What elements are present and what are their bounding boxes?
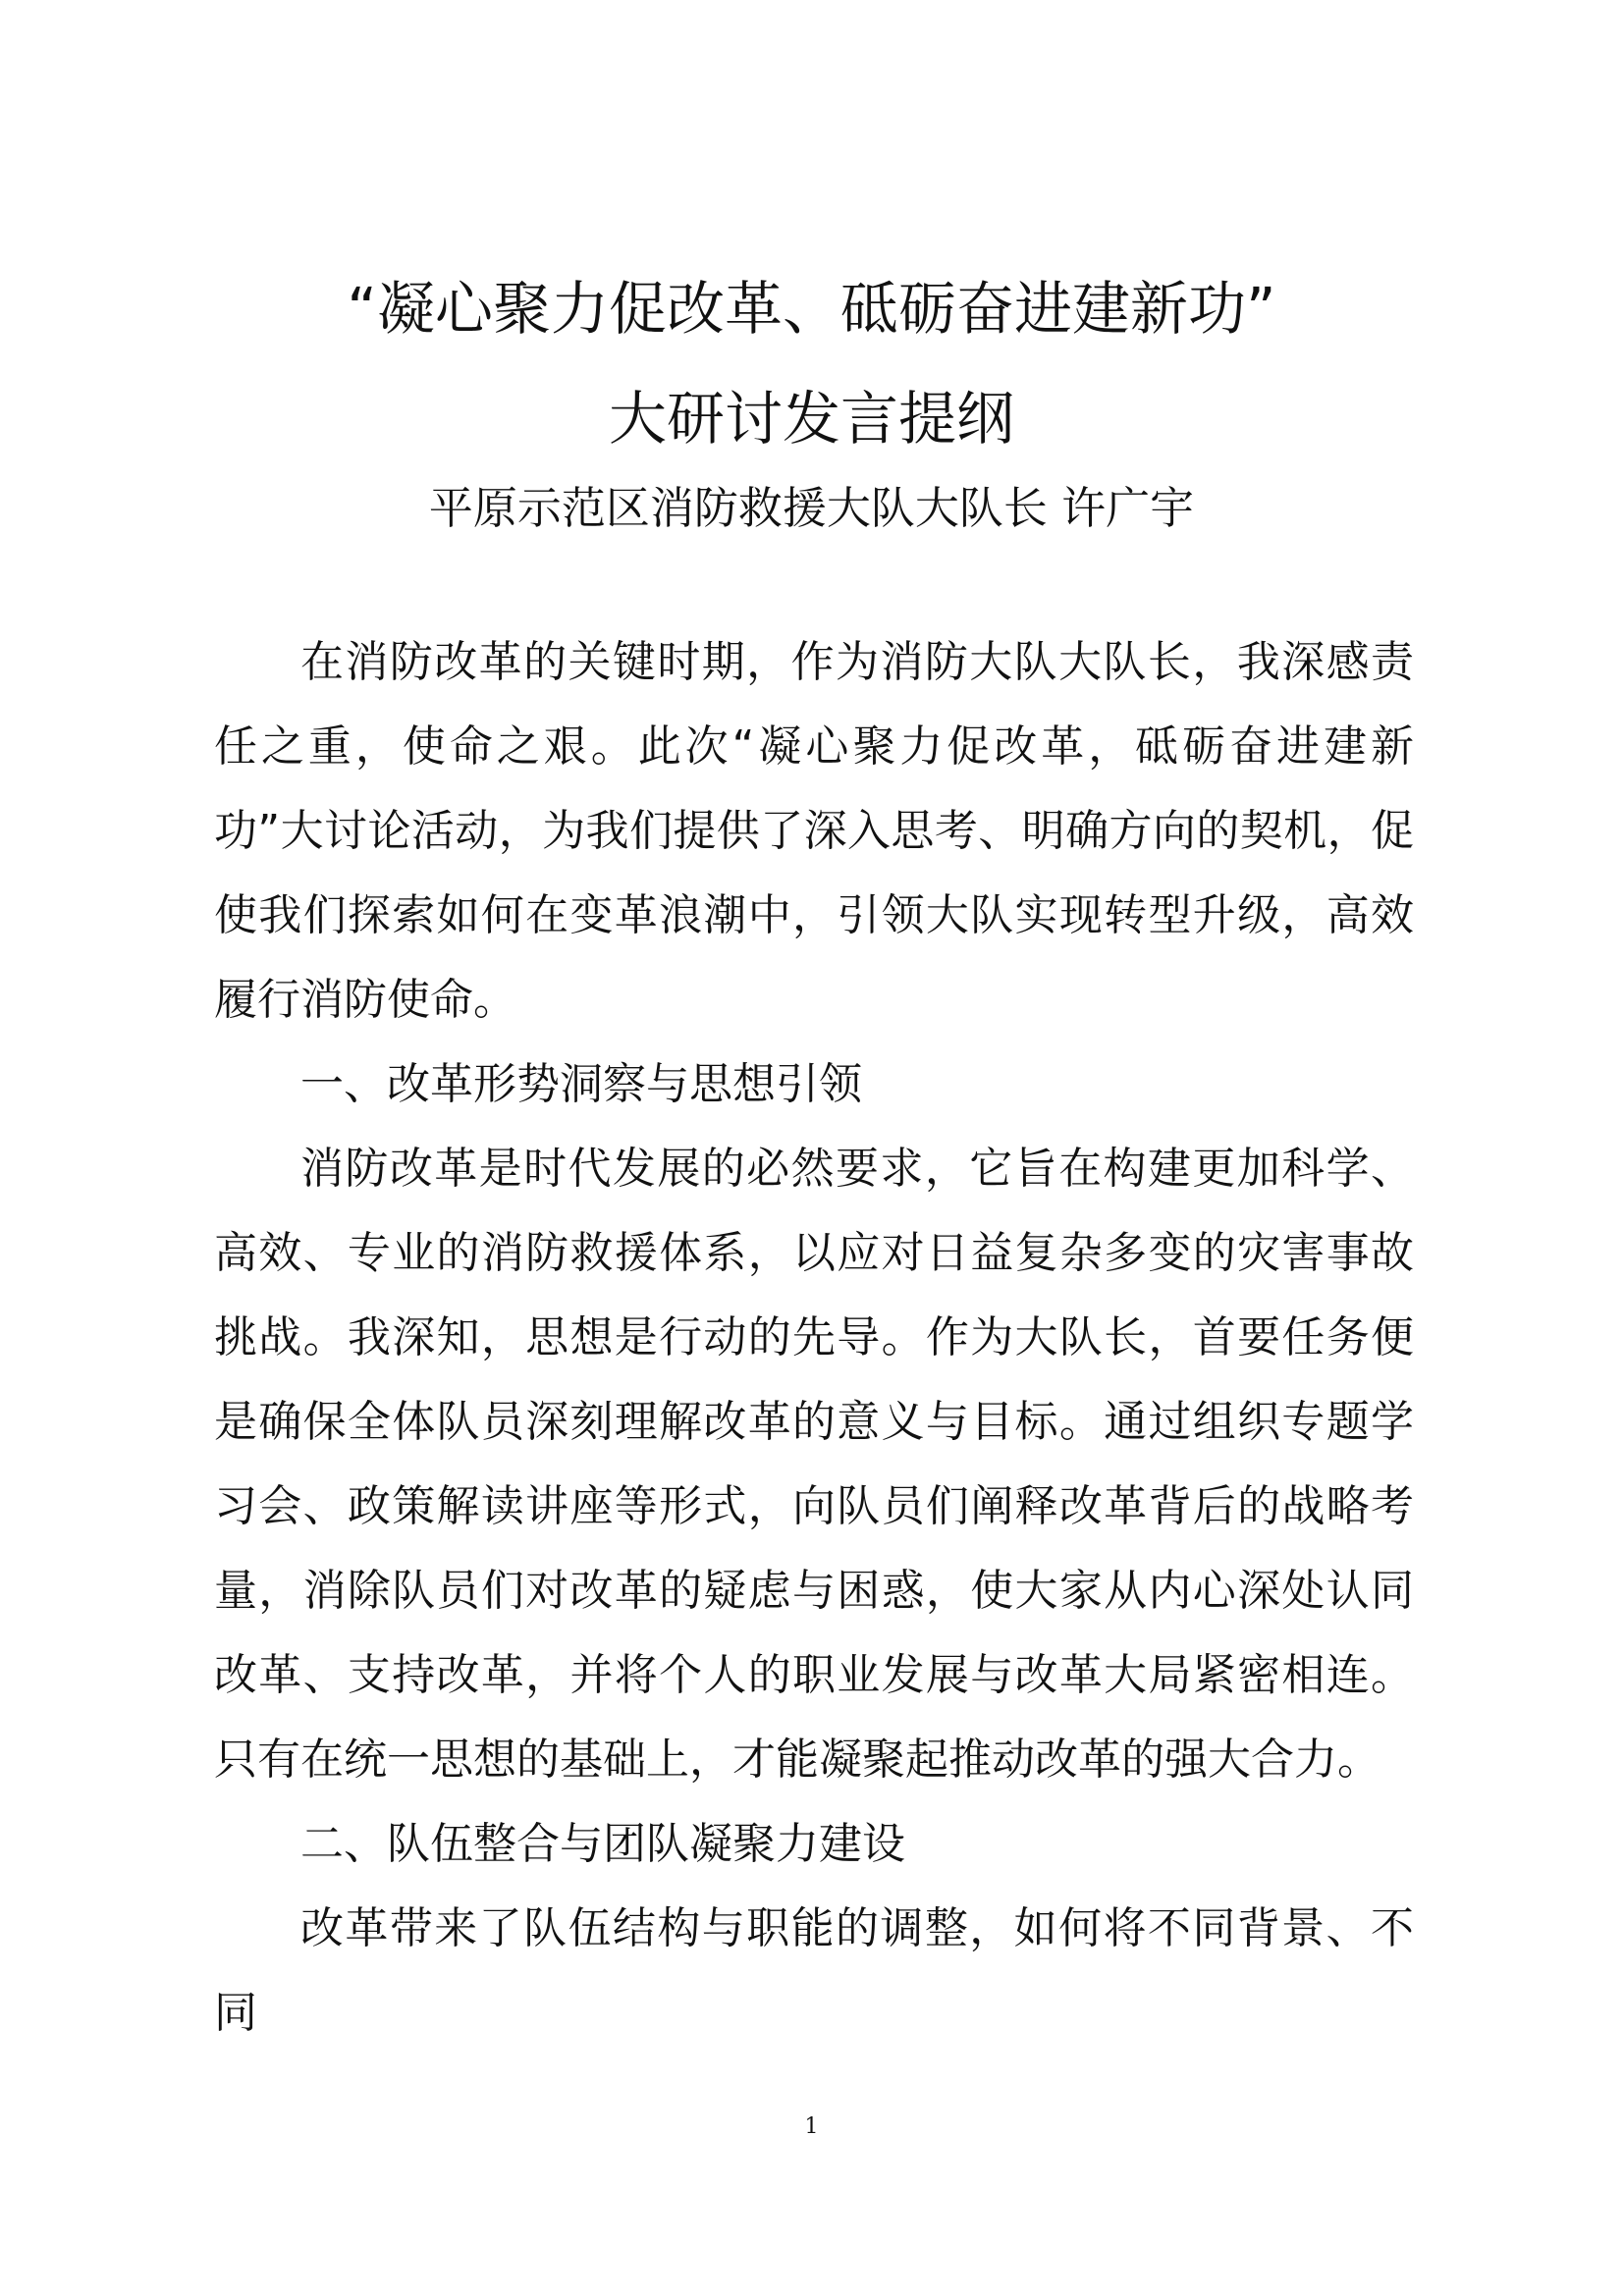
section-heading-2: 二、队伍整合与团队凝聚力建设 bbox=[300, 1819, 905, 1869]
paragraph-section-2: 改革带来了队伍结构与职能的调整，如何将不同背景、不同 bbox=[214, 1903, 1414, 2038]
paragraph-intro: 在消防改革的关键时期，作为消防大队大队长，我深感责任之重，使命之艰。此次“凝心聚力促改革，砥砺奋进建新功”大讨论活动，为我们提供了深入思考、明确方向的契机，促使我们探索如何在变革浪潮中，引领大队实现转型升级，高效履行消防使命。 bbox=[214, 637, 1414, 1025]
document-title-line-2: 大研讨发言提纲 bbox=[608, 385, 1014, 453]
author-byline: 平原示范区消防救援大队大队长 许广宇 bbox=[428, 482, 1195, 534]
paragraph-section-1: 消防改革是时代发展的必然要求，它旨在构建更加科学、高效、专业的消防救援体系，以应对日益复杂多变的灾害事故挑战。我深知，思想是行动的先导。作为大队长，首要任务便是确保全体队员深刻理解改革的意义与目标。通过组织专题学习会、政策解读讲座等形式，向队员们阐释改革背后的战略考量，消除队员们对改革的疑虑与困惑，使大家从内心深处认同改革、支持改革，并将个人的职业发展与改革大局紧密相连。只有在统一思想的基础上，才能凝聚起推动改革的强大合力。 bbox=[214, 1144, 1414, 1785]
document-title-line-1: “凝心聚力促改革、砥砺奋进建新功” bbox=[347, 275, 1276, 343]
page-number: 1 bbox=[804, 2114, 819, 2139]
section-heading-1: 一、改革形势洞察与思想引领 bbox=[300, 1059, 862, 1109]
document-body bbox=[214, 620, 1414, 2056]
